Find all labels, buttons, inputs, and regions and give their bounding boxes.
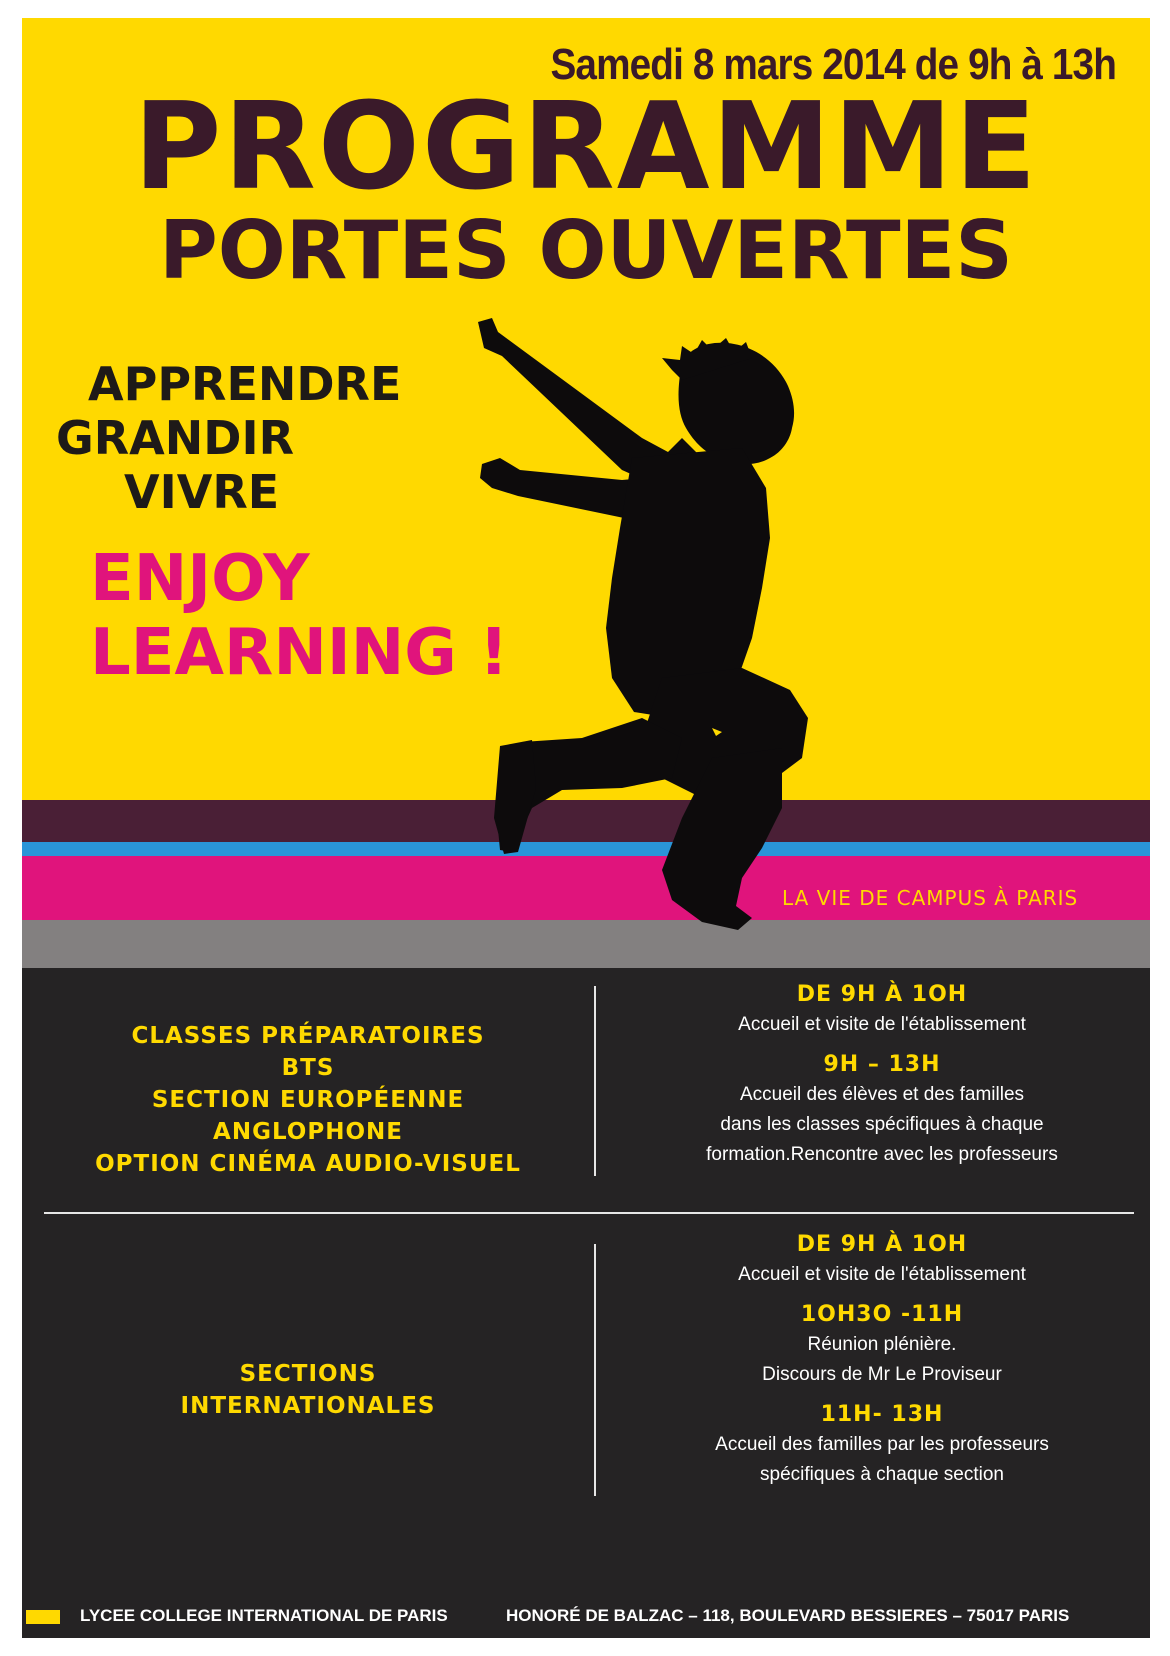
section2-schedule [622,1230,1142,1490]
schedule-line: Accueil des familles par les professeurs [715,1434,1049,1455]
schedule-line: Accueil des élèves et des familles [739,1084,1025,1105]
schedule-line: dans les classes spécifiques à chaque [720,1114,1044,1135]
divider-vertical-2 [594,1244,596,1496]
program-item: SECTION EUROPÉENNE [151,1087,465,1113]
verb-apprendre: APPRENDRE [88,357,402,411]
footer [22,1600,1150,1634]
campus-label: LA VIE DE CAMPUS À PARIS [782,886,1079,910]
schedule-time: 9H – 13H [823,1052,941,1077]
section1-programs [22,1020,594,1180]
footer-school-name: LYCEE COLLEGE INTERNATIONAL DE PARIS [80,1606,448,1625]
schedule-time: 11H- 13H [820,1402,944,1427]
jumping-child-silhouette [22,18,1150,978]
verb-vivre: VIVRE [124,465,280,519]
program-item: OPTION CINÉMA AUDIO-VISUEL [95,1151,521,1177]
schedule-line: spécifiques à chaque section [760,1464,1004,1485]
schedule-time: DE 9H À 1OH [796,1232,968,1257]
schedule-time: DE 9H À 1OH [796,982,968,1007]
verb-grandir: GRANDIR [56,411,294,465]
schedule-line: Réunion plénière. [807,1334,957,1355]
program-item: CLASSES PRÉPARATOIRES [131,1023,485,1049]
event-date: Samedi 8 mars 2014 de 9h à 13h [550,40,1116,89]
divider-vertical-1 [594,986,596,1176]
program-item: ANGLOPHONE [213,1119,403,1145]
schedule-line: Discours de Mr Le Proviseur [762,1364,1002,1385]
program-item: SECTIONS [239,1361,377,1387]
slogan-learning: LEARNING ! [90,616,509,690]
program-item: BTS [281,1055,335,1081]
divider-horizontal [44,1212,1134,1214]
poster [22,18,1150,1638]
schedule-time: 1OH3O -11H [800,1302,964,1327]
schedule-line: Accueil et visite de l'établissement [738,1264,1026,1285]
program-item: INTERNATIONALES [180,1393,436,1419]
section2-programs [22,1358,594,1422]
title-programme: PROGRAMME [133,78,1039,217]
schedule-line: Accueil et visite de l'établissement [738,1014,1026,1035]
title-portes-ouvertes: PORTES OUVERTES [159,204,1013,297]
section1-schedule [622,980,1142,1170]
schedule-line: formation.Rencontre avec les professeurs [706,1144,1058,1165]
slogan-enjoy: ENJOY [90,542,310,616]
footer-address: HONORÉ DE BALZAC – 118, BOULEVARD BESSIERES – 75017 PARIS [506,1606,1070,1625]
footer-accent-bar [26,1610,60,1624]
